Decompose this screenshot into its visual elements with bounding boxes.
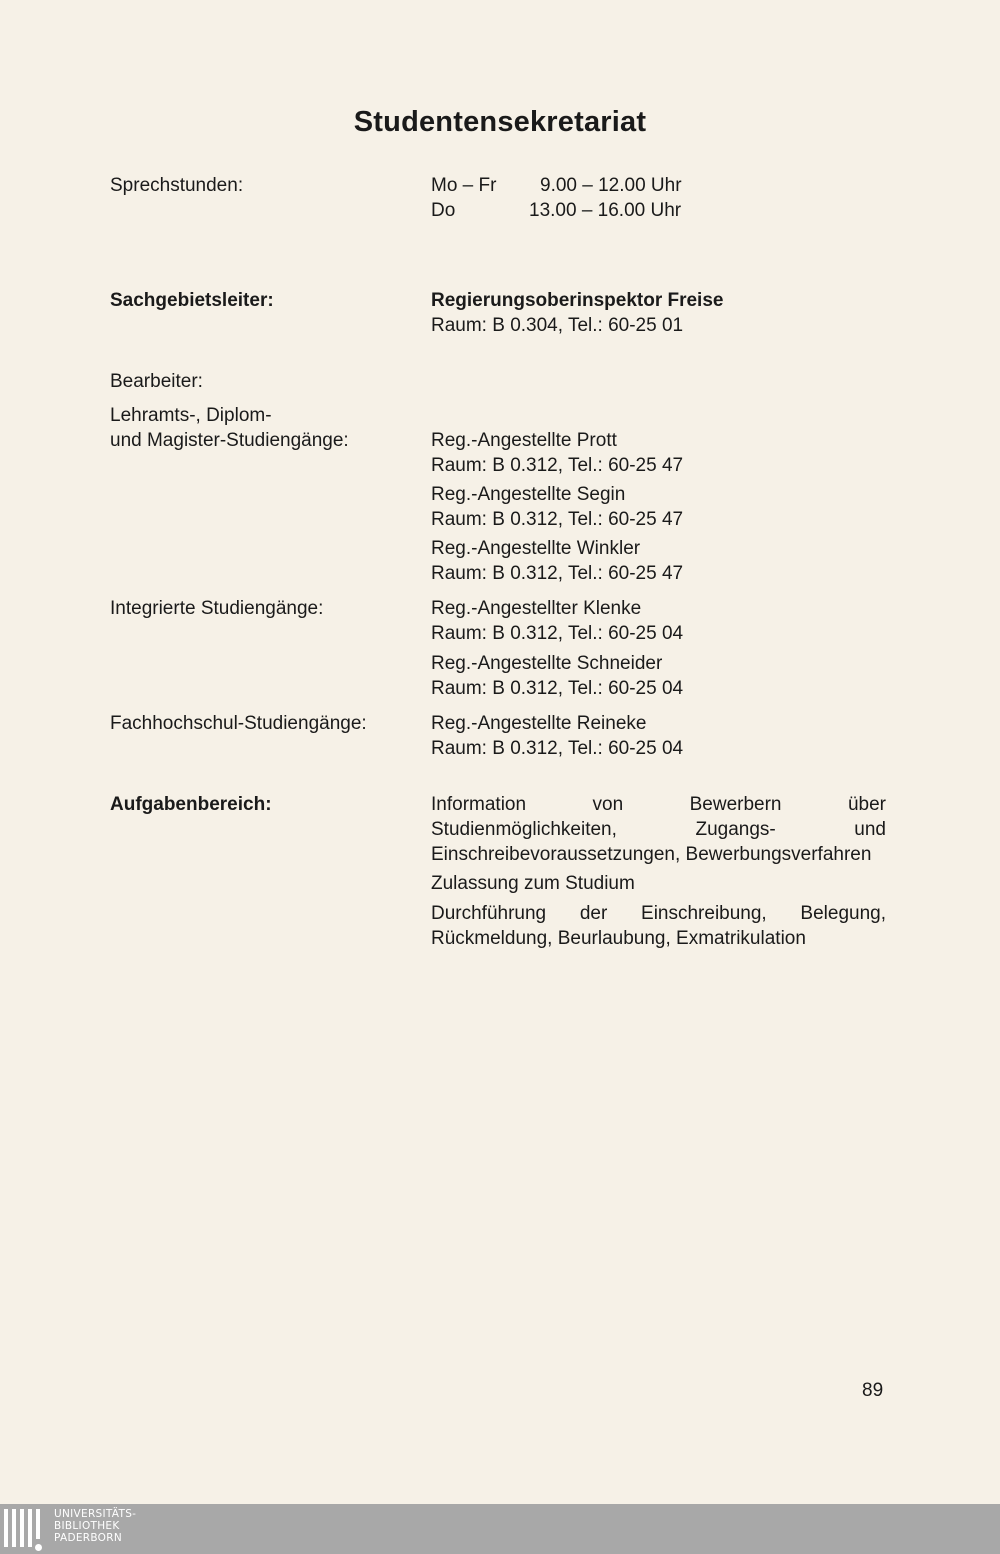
staff-label: Bearbeiter:	[110, 371, 203, 392]
head-label: Sachgebietsleiter:	[110, 290, 274, 311]
staff-room: Raum: B 0.312, Tel.: 60-25 04	[431, 738, 684, 759]
task-item: Information von Bewerbern über Studienmöglichkeiten, Zugangs- und Einschreibevoraussetzungen, Bewerbungsverfahren	[431, 794, 886, 865]
library-name	[54, 1508, 136, 1544]
group-label: Lehramts-, Diplom-	[110, 405, 272, 426]
page-number: 89	[862, 1380, 884, 1401]
staff-room: Raum: B 0.312, Tel.: 60-25 47	[431, 563, 684, 584]
staff-name: Reg.-Angestellte Winkler	[431, 538, 641, 559]
office-hours-days-1: Mo – Fr	[431, 175, 497, 196]
staff-name: Reg.-Angestellter Klenke	[431, 598, 642, 619]
head-room: Raum: B 0.304, Tel.: 60-25 01	[431, 315, 684, 336]
library-name-line: BIBLIOTHEK	[54, 1520, 120, 1532]
page-title: Studentensekretariat	[353, 106, 647, 138]
library-name-line: UNIVERSITÄTS-	[54, 1508, 137, 1520]
staff-name: Reg.-Angestellte Schneider	[431, 653, 663, 674]
staff-room: Raum: B 0.312, Tel.: 60-25 47	[431, 509, 684, 530]
head-name: Regierungsoberinspektor Freise	[431, 290, 724, 311]
staff-name: Reg.-Angestellte Prott	[431, 430, 617, 451]
group-label: Fachhochschul-Studiengänge:	[110, 713, 367, 734]
group-label: und Magister-Studiengänge:	[110, 430, 349, 451]
task-item: Durchführung der Einschreibung, Belegung, Rückmeldung, Beurlaubung, Exmatrikulation	[431, 903, 886, 949]
task-item: Zulassung zum Studium	[431, 873, 635, 894]
library-logo-icon	[4, 1509, 44, 1551]
office-hours-days-2: Do	[431, 200, 456, 221]
library-footer-bar	[0, 1504, 1000, 1554]
staff-room: Raum: B 0.312, Tel.: 60-25 04	[431, 678, 684, 699]
staff-room: Raum: B 0.312, Tel.: 60-25 04	[431, 623, 684, 644]
staff-name: Reg.-Angestellte Segin	[431, 484, 626, 505]
tasks-label: Aufgabenbereich:	[110, 794, 272, 815]
office-hours-time-2: 13.00 – 16.00 Uhr	[529, 200, 682, 221]
library-name-line: PADERBORN	[54, 1532, 122, 1544]
office-hours-label: Sprechstunden:	[110, 175, 244, 196]
staff-name: Reg.-Angestellte Reineke	[431, 713, 647, 734]
group-label: Integrierte Studiengänge:	[110, 598, 324, 619]
staff-room: Raum: B 0.312, Tel.: 60-25 47	[431, 455, 684, 476]
office-hours-time-1: 9.00 – 12.00 Uhr	[540, 175, 682, 196]
